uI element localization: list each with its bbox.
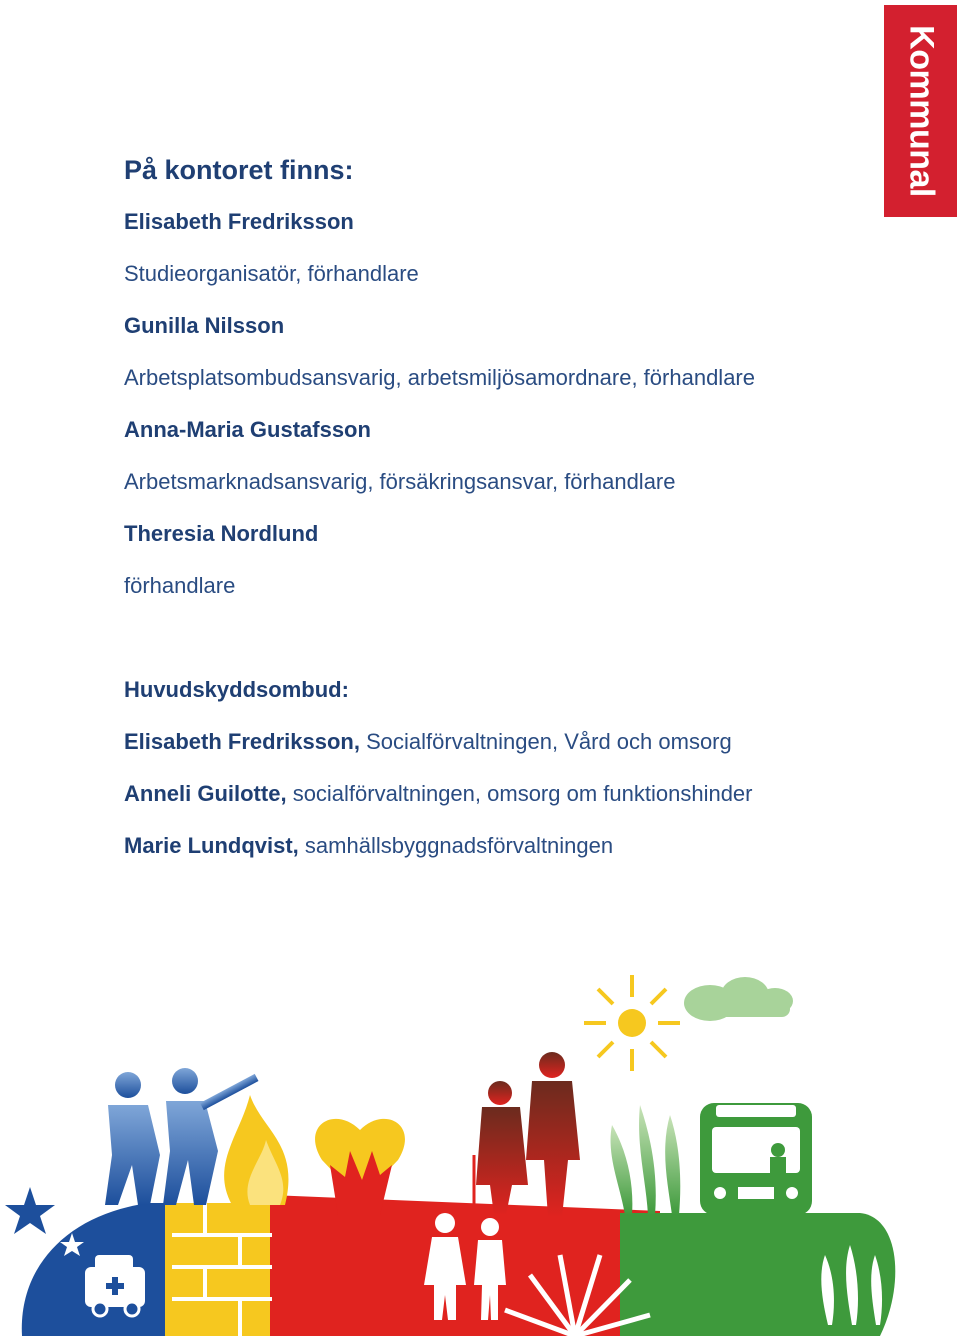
yellow-ground (165, 1203, 275, 1336)
bus-icon (700, 1103, 812, 1215)
cloud-icon (684, 977, 793, 1021)
staff-name: Gunilla Nilsson (124, 313, 285, 338)
elderly-couple-icon (474, 1052, 580, 1217)
logo-text: Kommunal (902, 25, 940, 197)
staff-role: Arbetsmarknadsansvarig, försäkringsansvar, förhandlare (124, 469, 676, 494)
star-icon (5, 1187, 55, 1234)
staff-role: förhandlare (124, 573, 236, 598)
kommunal-logo (884, 5, 957, 217)
flame-icon (224, 1095, 288, 1205)
safety-delegate (124, 830, 884, 882)
public-services-illustration (0, 955, 960, 1336)
delegate-name: Marie Lundqvist, (124, 833, 299, 858)
delegate-name: Elisabeth Fredriksson, (124, 729, 360, 754)
wheat-icon (611, 1105, 681, 1215)
section-spacer (124, 622, 884, 674)
staff-name: Theresia Nordlund (124, 521, 319, 546)
safety-heading: Huvudskyddsombud: (124, 677, 349, 702)
staff-name: Elisabeth Fredriksson (124, 209, 354, 234)
office-heading: På kontoret finns: (124, 155, 354, 185)
safety-delegate (124, 726, 884, 778)
delegate-unit: socialförvaltningen, omsorg om funktionshinder (292, 781, 753, 806)
staff-role: Studieorganisatör, förhandlare (124, 261, 419, 286)
staff-role: Arbetsplatsombudsansvarig, arbetsmiljösamordnare, förhandlare (124, 365, 755, 390)
red-ground (270, 1195, 660, 1336)
delegate-name: Anneli Guilotte, (124, 781, 287, 806)
safety-delegate (124, 778, 884, 830)
delegate-unit: samhällsbyggnadsförvaltningen (304, 833, 614, 858)
staff-name: Anna-Maria Gustafsson (124, 417, 371, 442)
document-body (124, 150, 884, 882)
delegate-unit: Socialförvaltningen, Vård och omsorg (366, 729, 732, 754)
sun-icon (584, 975, 680, 1071)
